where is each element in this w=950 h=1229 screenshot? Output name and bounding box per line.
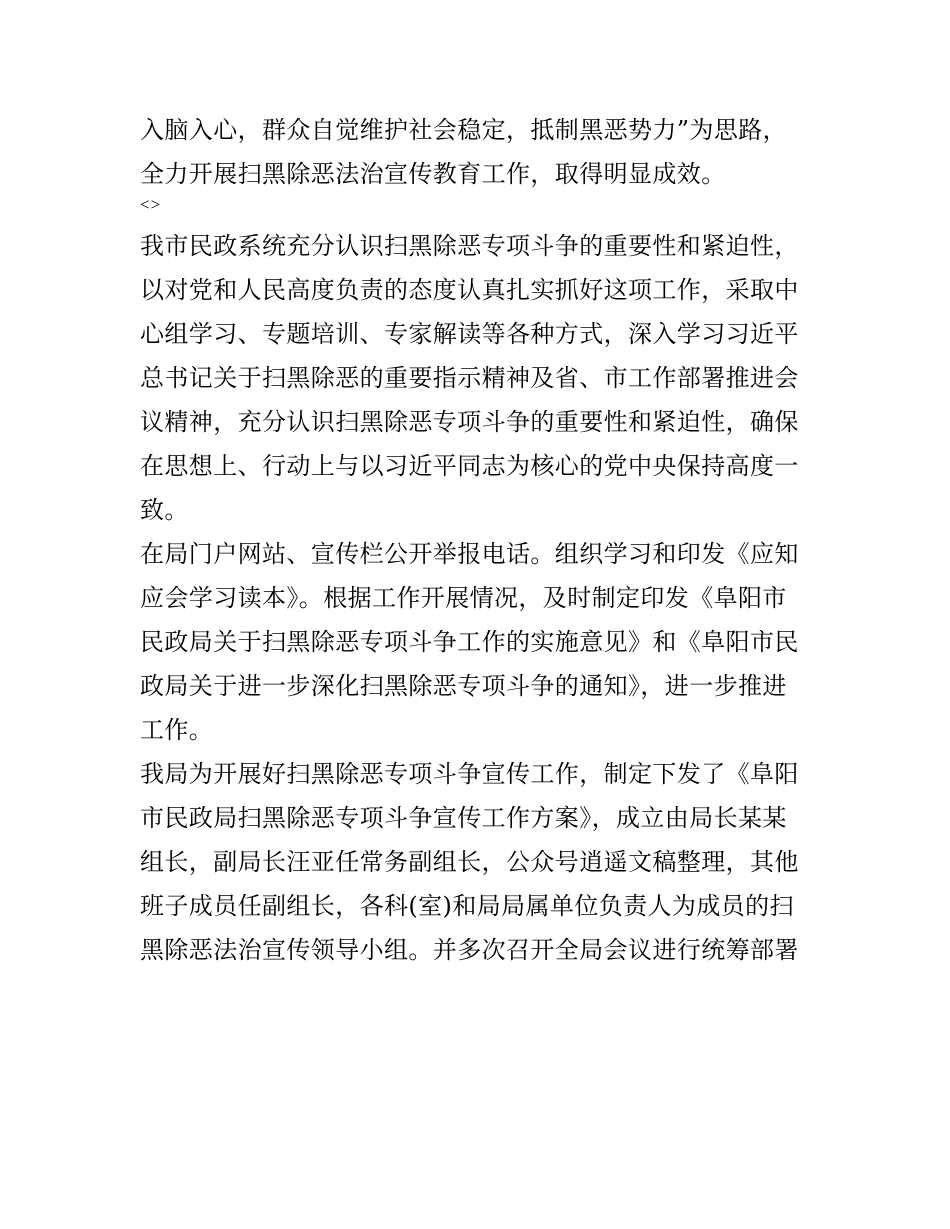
- text-line: 班子成员任副组长，各科(室)和局局属单位负责人为成员的扫: [140, 892, 794, 920]
- text-line: 在思想上、行动上与以习近平同志为核心的党中央保持高度一: [140, 452, 799, 480]
- paragraph-study: [140, 224, 815, 532]
- document-body: [140, 108, 815, 972]
- text-line: 组长，副局长汪亚任常务副组长，公众号逍遥文稿整理，其他: [140, 848, 799, 876]
- text-line: 入脑入心，群众自觉维护社会稳定，抵制黑恶势力”为思路，: [140, 116, 788, 144]
- text-line: 黑除恶法治宣传领导小组。并多次召开全局会议进行统筹部署: [140, 936, 799, 964]
- section-marker: <>: [140, 195, 162, 214]
- text-line: 市民政局扫黑除恶专项斗争宣传工作方案》，成立由局长某某: [140, 804, 787, 832]
- intro-lines: [140, 108, 815, 196]
- text-line: 我局为开展好扫黑除恶专项斗争宣传工作，制定下发了《阜阳: [140, 760, 799, 788]
- text-line: 政局关于进一步深化扫黑除恶专项斗争的通知》，进一步推进: [140, 672, 787, 700]
- paragraph-organization: [140, 752, 815, 972]
- text-line: 心组学习、专题培训、专家解读等各种方式，深入学习习近平: [140, 320, 799, 348]
- text-line: 工作。: [140, 716, 214, 744]
- text-line: 以对党和人民高度负责的态度认真扎实抓好这项工作，采取中: [140, 276, 799, 304]
- text-line: 致。: [140, 496, 189, 524]
- text-line: 总书记关于扫黑除恶的重要指示精神及省、市工作部署推进会: [140, 364, 799, 392]
- text-line: 在局门户网站、宣传栏公开举报电话。组织学习和印发《应知: [140, 540, 799, 568]
- text-line: 民政局关于扫黑除恶专项斗争工作的实施意见》和《阜阳市民: [140, 628, 799, 656]
- text-line: 议精神，充分认识扫黑除恶专项斗争的重要性和紧迫性，确保: [140, 408, 799, 436]
- paragraph-publicity: [140, 532, 815, 752]
- text-line: 我市民政系统充分认识扫黑除恶专项斗争的重要性和紧迫性，: [140, 232, 799, 260]
- text-line: 全力开展扫黑除恶法治宣传教育工作，取得明显成效。: [140, 160, 726, 188]
- text-line: 应会学习读本》。根据工作开展情况，及时制定印发《阜阳市: [140, 584, 787, 612]
